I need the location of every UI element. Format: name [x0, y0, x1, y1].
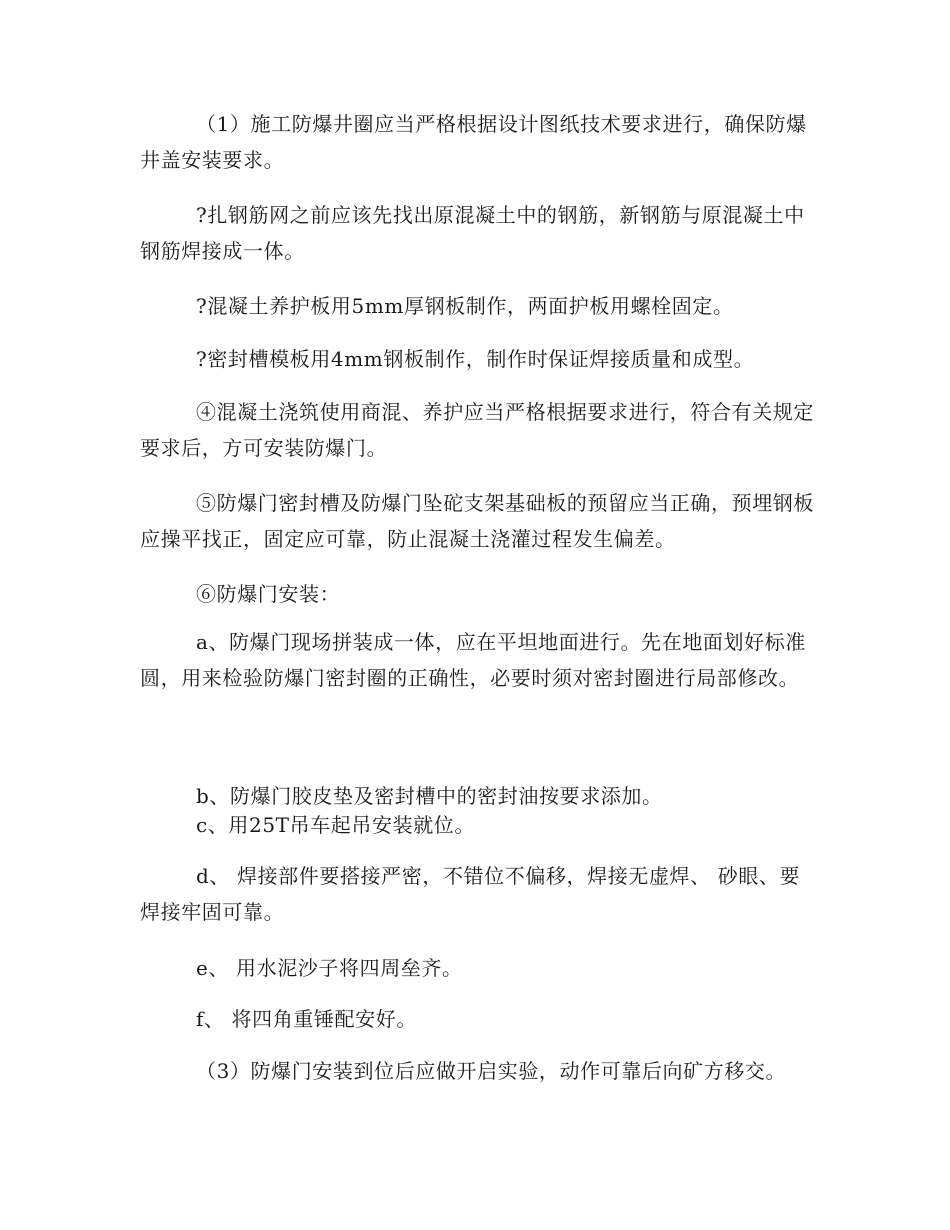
- paragraph-6: ⑤防爆门密封槽及防爆门坠砣支架基础板的预留应当正确，预埋钢板应操平找正，固定应可靠，防止混凝土浇灌过程发生偏差。: [140, 491, 814, 551]
- paragraph-8: a、防爆门现场拼装成一体，应在平坦地面进行。先在地面划好标准圆，用来检验防爆门密封圈的正确性，必要时须对密封圈进行局部修改。: [140, 630, 806, 690]
- paragraph-5: ④混凝土浇筑使用商混、养护应当严格根据要求进行，符合有关规定要求后，方可安装防爆门。: [140, 400, 814, 460]
- paragraph-13: f、 将四角重锤配安好。: [196, 1007, 417, 1031]
- paragraph-4: ?密封槽模板用4mm钢板制作，制作时保证焊接质量和成型。: [196, 347, 755, 371]
- paragraph-2: ?扎钢筋网之前应该先找出原混凝土中的钢筋，新钢筋与原混凝土中钢筋焊接成一体。: [140, 203, 805, 263]
- paragraph-7: ⑥防爆门安装：: [196, 582, 341, 606]
- paragraph-11: d、 焊接部件要搭接严密，不错位不偏移，焊接无虚焊、 砂眼、要焊接牢固可靠。: [140, 864, 801, 924]
- paragraph-9: b、防爆门胶皮垫及密封槽中的密封油按要求添加。: [196, 784, 663, 808]
- paragraph-1: （1）施工防爆井圈应当严格根据设计图纸技术要求进行，确保防爆井盖安装要求。: [140, 112, 807, 172]
- paragraph-12: e、 用水泥沙子将四周垒齐。: [196, 956, 463, 980]
- paragraph-10: c、用25T吊车起吊安装就位。: [196, 813, 475, 837]
- paragraph-3: ?混凝土养护板用5mm厚钢板制作，两面护板用螺栓固定。: [196, 294, 734, 318]
- paragraph-14: （3）防爆门安装到位后应做开启实验，动作可靠后向矿方移交。: [196, 1059, 787, 1083]
